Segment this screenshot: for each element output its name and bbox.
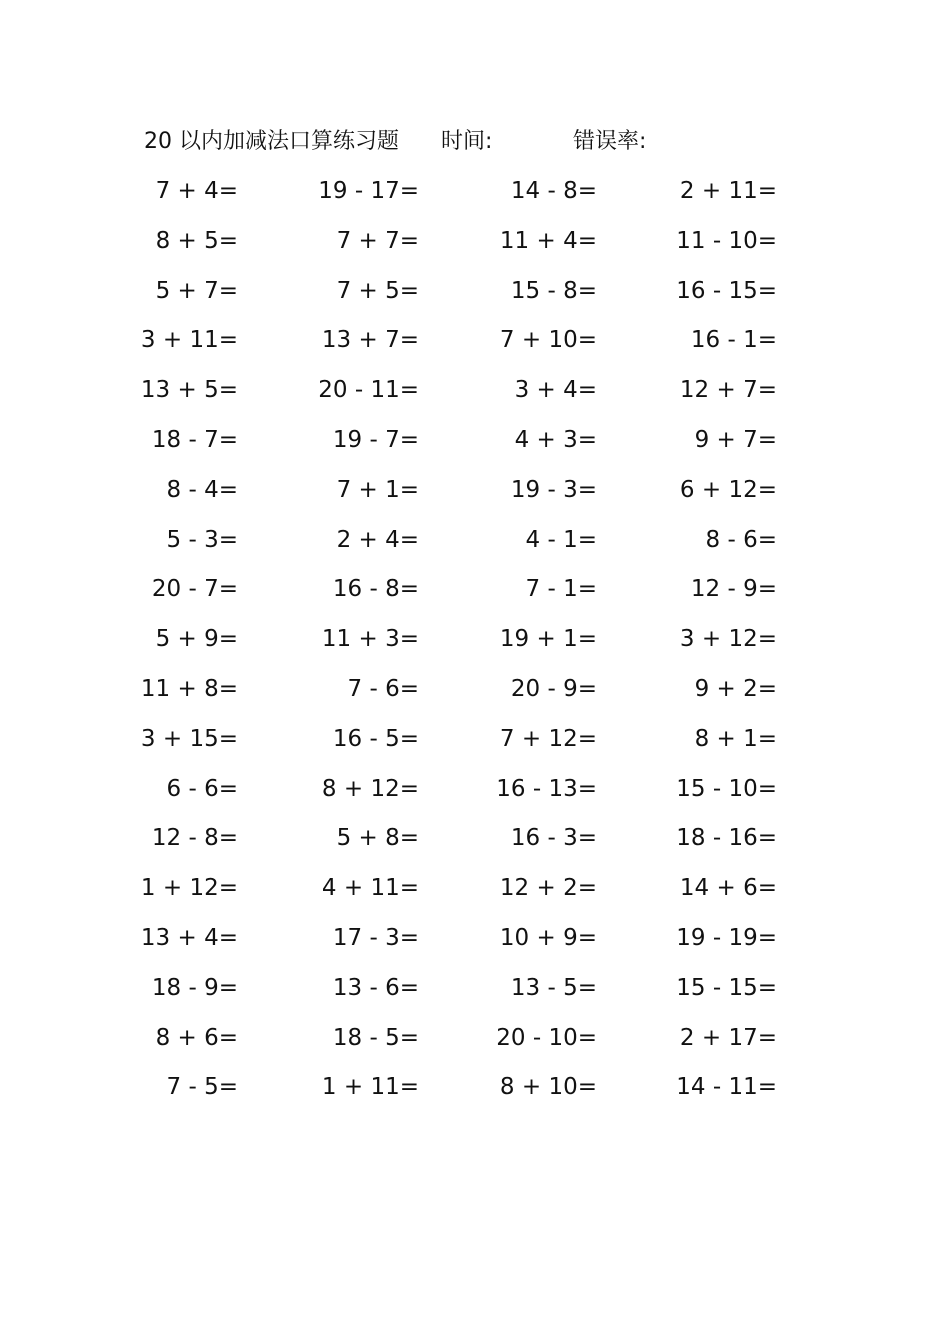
worksheet-title: 20 以内加减法口算练习题	[144, 129, 399, 154]
problem-item: 13 + 5=	[140, 377, 238, 404]
problem-row	[0, 422, 950, 472]
problem-item: 13 + 4=	[140, 924, 238, 951]
problem-item: 19 - 17=	[318, 178, 419, 204]
problem-item: 7 + 4=	[155, 178, 238, 204]
problem-item: 19 + 1=	[499, 626, 597, 653]
problem-item: 2 + 4=	[336, 526, 419, 553]
problem-item: 15 - 15=	[676, 974, 777, 1001]
problem-item: 7 + 5=	[336, 277, 419, 304]
error-rate-label: 错误率:	[573, 129, 647, 154]
problem-item: 5 + 8=	[336, 825, 419, 852]
problem-item: 13 - 5=	[510, 974, 597, 1001]
problem-item: 1 + 12=	[140, 875, 238, 902]
problem-item: 19 - 19=	[676, 924, 777, 951]
problem-item: 17 - 3=	[332, 924, 419, 951]
problem-item: 16 - 13=	[496, 775, 597, 802]
problem-row	[0, 870, 950, 920]
problem-item: 8 + 5=	[155, 227, 238, 254]
problem-item: 6 - 6=	[166, 775, 238, 802]
problem-item: 3 + 11=	[140, 327, 238, 354]
problem-item: 14 + 6=	[679, 875, 777, 902]
problem-item: 5 + 7=	[155, 277, 238, 304]
problem-item: 3 + 12=	[679, 626, 777, 653]
problem-row	[0, 671, 950, 721]
worksheet-header	[0, 126, 950, 158]
problem-item: 16 - 5=	[332, 725, 419, 752]
problem-item: 7 - 6=	[347, 675, 419, 702]
problem-row	[0, 173, 950, 223]
problem-item: 14 - 11=	[676, 1074, 777, 1101]
problem-item: 11 + 3=	[321, 626, 419, 653]
problem-item: 16 - 8=	[332, 576, 419, 603]
problem-item: 3 + 4=	[514, 377, 597, 404]
problem-grid	[0, 173, 950, 1119]
problem-item: 18 - 7=	[151, 426, 238, 453]
problem-row	[0, 820, 950, 870]
problem-row	[0, 273, 950, 323]
problem-item: 18 - 5=	[332, 1024, 419, 1051]
problem-item: 2 + 11=	[679, 178, 777, 204]
problem-item: 19 - 7=	[332, 426, 419, 453]
problem-item: 10 + 9=	[499, 924, 597, 951]
problem-item: 13 - 6=	[332, 974, 419, 1001]
problem-item: 11 + 4=	[499, 227, 597, 254]
problem-item: 7 + 1=	[336, 476, 419, 503]
problem-row	[0, 472, 950, 522]
problem-item: 15 - 10=	[676, 775, 777, 802]
problem-item: 16 - 1=	[690, 327, 777, 354]
problem-item: 7 - 5=	[166, 1074, 238, 1101]
problem-row	[0, 1020, 950, 1070]
problem-item: 18 - 9=	[151, 974, 238, 1001]
problem-item: 8 + 1=	[694, 725, 777, 752]
problem-row	[0, 721, 950, 771]
problem-item: 20 - 9=	[510, 675, 597, 702]
problem-item: 16 - 3=	[510, 825, 597, 852]
problem-item: 13 + 7=	[321, 327, 419, 354]
problem-row	[0, 223, 950, 273]
problem-item: 19 - 3=	[510, 476, 597, 503]
problem-row	[0, 522, 950, 572]
time-label: 时间:	[441, 129, 493, 154]
problem-item: 4 + 3=	[514, 426, 597, 453]
problem-item: 14 - 8=	[510, 178, 597, 204]
problem-row	[0, 771, 950, 821]
problem-item: 9 + 7=	[694, 426, 777, 453]
problem-item: 4 + 11=	[321, 875, 419, 902]
problem-item: 15 - 8=	[510, 277, 597, 304]
problem-item: 12 + 2=	[499, 875, 597, 902]
problem-row	[0, 621, 950, 671]
problem-item: 8 - 6=	[705, 526, 777, 553]
problem-item: 3 + 15=	[140, 725, 238, 752]
problem-item: 7 + 10=	[499, 327, 597, 354]
problem-item: 12 - 8=	[151, 825, 238, 852]
problem-item: 6 + 12=	[679, 476, 777, 503]
problem-item: 11 + 8=	[140, 675, 238, 702]
problem-row	[0, 372, 950, 422]
problem-item: 8 + 10=	[499, 1074, 597, 1101]
problem-item: 20 - 7=	[151, 576, 238, 603]
problem-row	[0, 322, 950, 372]
problem-item: 1 + 11=	[321, 1074, 419, 1101]
problem-item: 2 + 17=	[679, 1024, 777, 1051]
problem-item: 12 + 7=	[679, 377, 777, 404]
problem-item: 5 - 3=	[166, 526, 238, 553]
problem-item: 11 - 10=	[676, 227, 777, 254]
problem-item: 8 + 12=	[321, 775, 419, 802]
problem-row	[0, 571, 950, 621]
problem-row	[0, 970, 950, 1020]
problem-item: 9 + 2=	[694, 675, 777, 702]
problem-item: 20 - 11=	[318, 377, 419, 404]
problem-item: 7 - 1=	[525, 576, 597, 603]
problem-item: 18 - 16=	[676, 825, 777, 852]
problem-item: 12 - 9=	[690, 576, 777, 603]
problem-item: 8 - 4=	[166, 476, 238, 503]
problem-item: 7 + 7=	[336, 227, 419, 254]
problem-row	[0, 1069, 950, 1119]
problem-item: 4 - 1=	[525, 526, 597, 553]
problem-item: 8 + 6=	[155, 1024, 238, 1051]
problem-item: 5 + 9=	[155, 626, 238, 653]
problem-row	[0, 920, 950, 970]
problem-item: 20 - 10=	[496, 1024, 597, 1051]
problem-item: 16 - 15=	[676, 277, 777, 304]
problem-item: 7 + 12=	[499, 725, 597, 752]
